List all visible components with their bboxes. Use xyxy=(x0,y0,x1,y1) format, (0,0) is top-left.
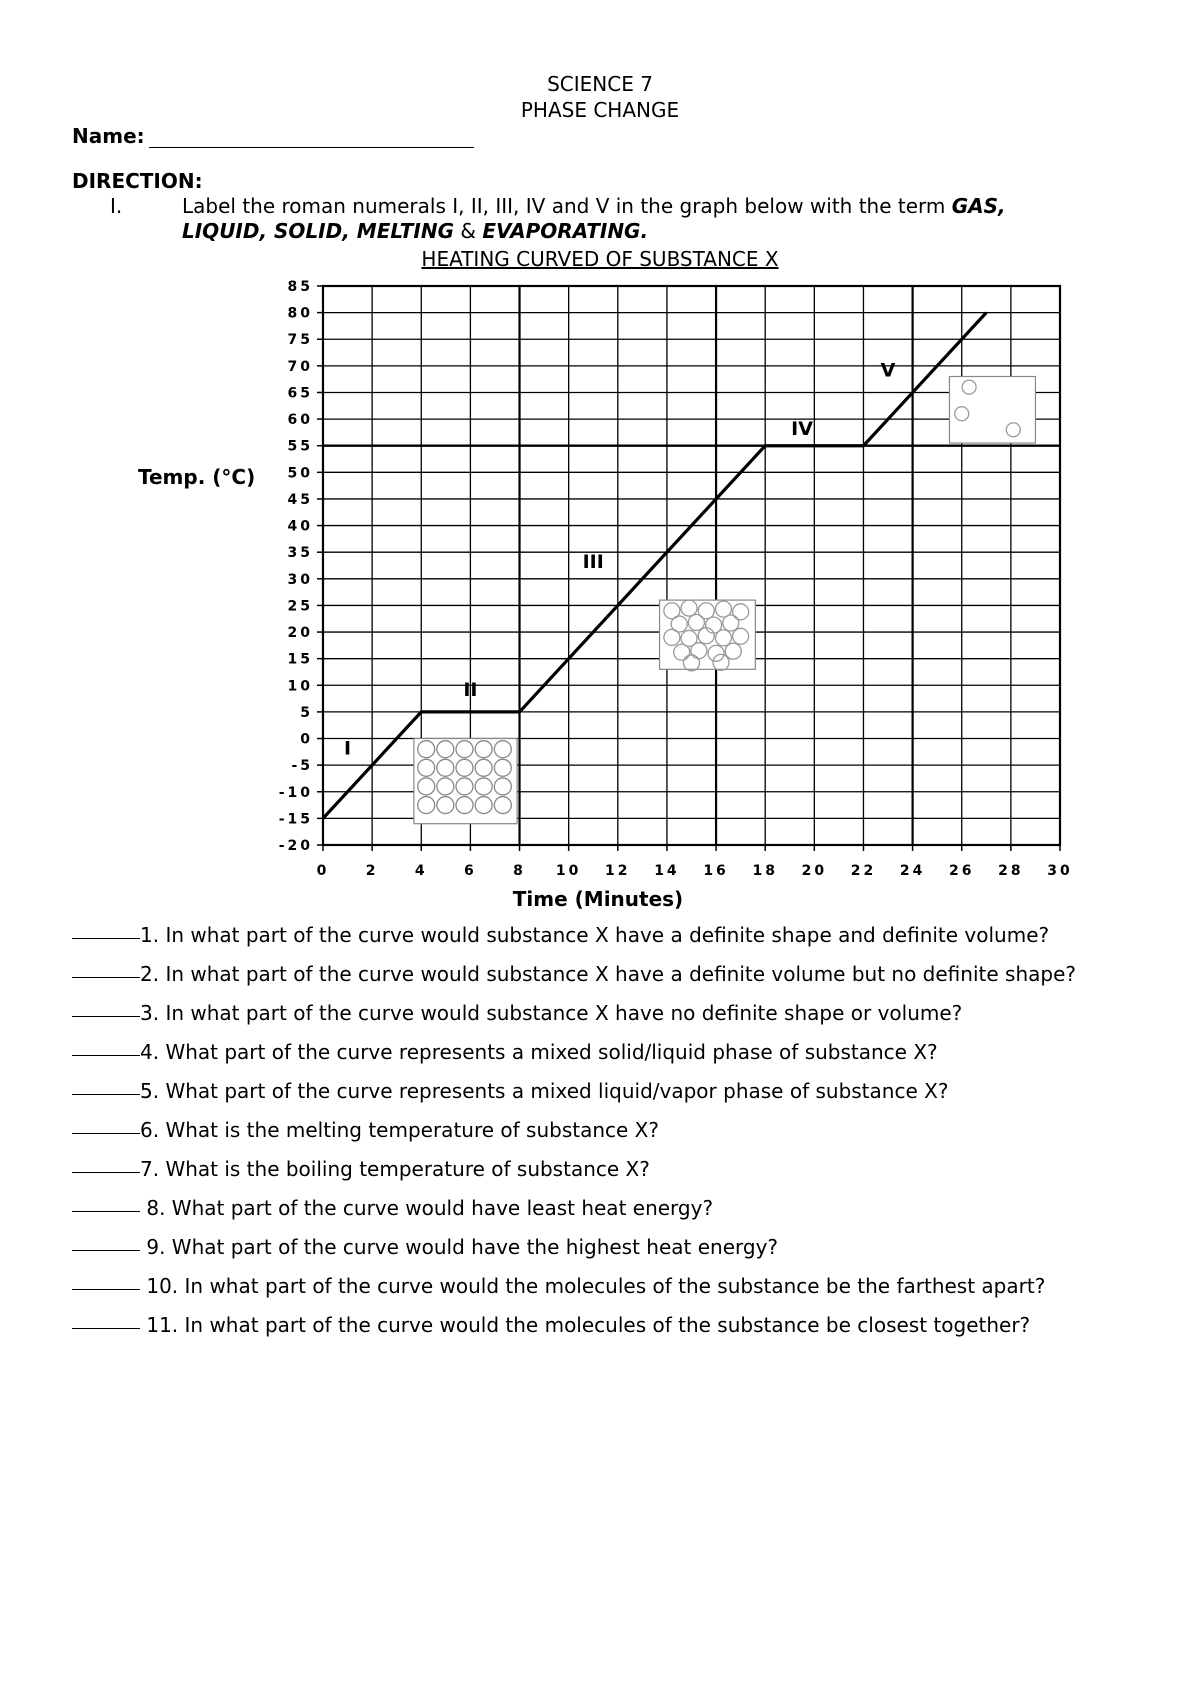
x-tick-label: 10 xyxy=(555,863,582,879)
question-item xyxy=(72,1111,1172,1150)
question-text: 3. In what part of the curve would substance X have no definite shape or volume? xyxy=(140,1001,963,1025)
instruction-ampersand: & xyxy=(454,219,483,243)
x-tick-label: 22 xyxy=(850,863,877,879)
segment-label-iv: IV xyxy=(791,418,813,441)
y-tick-label: -15 xyxy=(278,811,313,828)
y-axis-label: Temp. (°C) xyxy=(138,465,256,489)
question-text: 11. In what part of the curve would the molecules of the substance be closest together? xyxy=(140,1313,1031,1337)
x-tick-label: 30 xyxy=(1047,863,1073,879)
y-tick-label: 65 xyxy=(287,385,313,402)
y-tick-label: 40 xyxy=(287,518,313,535)
answer-blank[interactable] xyxy=(72,1189,140,1212)
name-label: Name: xyxy=(72,124,145,148)
worksheet-title: PHASE CHANGE xyxy=(520,98,680,122)
answer-blank[interactable] xyxy=(72,994,140,1017)
instruction-term-gas: GAS, xyxy=(951,194,1006,218)
x-tick-label: 20 xyxy=(801,863,828,879)
y-tick-label: 55 xyxy=(287,438,313,455)
y-tick-label: -20 xyxy=(278,838,313,854)
question-list xyxy=(72,916,1172,1345)
y-tick-label: 35 xyxy=(287,545,313,562)
gas-particles-sketch xyxy=(949,377,1035,444)
question-item xyxy=(72,994,1172,1033)
instruction-plain-text: Label the roman numerals I, II, III, IV and V in the graph below with the term xyxy=(182,194,952,218)
answer-blank[interactable] xyxy=(72,916,140,939)
y-tick-label: 80 xyxy=(287,305,313,322)
question-text: 4. What part of the curve represents a mixed solid/liquid phase of substance X? xyxy=(140,1040,938,1064)
x-axis-label: Time (Minutes) xyxy=(512,887,684,911)
x-tick-label: 12 xyxy=(605,863,631,879)
y-tick-label: 5 xyxy=(300,704,313,721)
y-tick-label: 50 xyxy=(287,465,313,482)
solid-particles-sketch-frame xyxy=(414,739,517,824)
answer-blank[interactable] xyxy=(72,1111,140,1134)
subject-title: SCIENCE 7 xyxy=(547,72,653,96)
y-tick-label: 85 xyxy=(287,279,313,295)
question-text: 2. In what part of the curve would substance X have a definite volume but no definite shape? xyxy=(140,962,1076,986)
x-tick-label: 6 xyxy=(464,863,477,879)
x-tick-label: 2 xyxy=(365,863,379,879)
y-tick-label: 75 xyxy=(287,332,313,349)
question-item xyxy=(72,1072,1172,1111)
y-tick-label: 30 xyxy=(287,571,313,588)
solid-particles-sketch xyxy=(414,739,517,824)
x-tick-label: 24 xyxy=(899,863,926,879)
chart-title: HEATING CURVED OF SUBSTANCE X xyxy=(421,247,779,271)
question-item xyxy=(72,1150,1172,1189)
question-item xyxy=(72,955,1172,994)
segment-label-v: V xyxy=(880,359,896,382)
answer-blank[interactable] xyxy=(72,1228,140,1251)
y-tick-label: 20 xyxy=(287,625,313,642)
x-tick-label: 14 xyxy=(654,863,680,879)
y-tick-label: 10 xyxy=(287,678,313,695)
y-tick-label: 15 xyxy=(287,651,313,668)
answer-blank[interactable] xyxy=(72,1267,140,1290)
question-text: 8. What part of the curve would have least heat energy? xyxy=(140,1196,714,1220)
direction-heading: DIRECTION: xyxy=(72,169,203,193)
y-tick-label: 60 xyxy=(287,412,313,429)
x-tick-label: 16 xyxy=(703,863,729,879)
question-text: 9. What part of the curve would have the highest heat energy? xyxy=(140,1235,779,1259)
liquid-particles-sketch-frame xyxy=(660,600,756,669)
liquid-particles-sketch xyxy=(660,600,756,671)
y-tick-label: -10 xyxy=(278,784,313,801)
question-item xyxy=(72,1306,1172,1345)
answer-blank[interactable] xyxy=(72,1306,140,1329)
answer-blank[interactable] xyxy=(72,1150,140,1173)
segment-label-ii: II xyxy=(463,678,478,701)
x-tick-label: 4 xyxy=(414,863,428,879)
x-tick-label: 0 xyxy=(316,863,330,879)
segment-label-iii: III xyxy=(582,551,604,574)
question-item xyxy=(72,1033,1172,1072)
question-text: 7. What is the boiling temperature of substance X? xyxy=(140,1157,650,1181)
x-tick-label: 26 xyxy=(948,863,975,879)
question-text: 5. What part of the curve represents a mixed liquid/vapor phase of substance X? xyxy=(140,1079,949,1103)
segment-label-i: I xyxy=(344,737,352,760)
x-tick-label: 8 xyxy=(513,863,526,879)
question-item xyxy=(72,1267,1172,1306)
instruction-number: I. xyxy=(110,194,123,218)
x-tick-label: 18 xyxy=(752,863,778,879)
answer-blank[interactable] xyxy=(72,955,140,978)
y-tick-label: 70 xyxy=(287,358,313,375)
y-tick-label: 25 xyxy=(287,598,313,615)
question-text: 10. In what part of the curve would the molecules of the substance be the farthest apart? xyxy=(140,1274,1046,1298)
question-item xyxy=(72,916,1172,955)
y-tick-label: 0 xyxy=(300,731,313,748)
answer-blank[interactable] xyxy=(72,1033,140,1056)
answer-blank[interactable] xyxy=(72,1072,140,1095)
x-tick-label: 28 xyxy=(998,863,1024,879)
question-item xyxy=(72,1189,1172,1228)
y-tick-label: -5 xyxy=(291,758,313,775)
y-tick-label: 45 xyxy=(287,491,313,508)
question-item xyxy=(72,1228,1172,1267)
question-text: 1. In what part of the curve would substance X have a definite shape and definite volume? xyxy=(140,923,1050,947)
question-text: 6. What is the melting temperature of substance X? xyxy=(140,1118,659,1142)
instruction-terms: LIQUID, SOLID, MELTING xyxy=(182,219,455,243)
instruction-term-evaporating: EVAPORATING. xyxy=(482,219,649,243)
